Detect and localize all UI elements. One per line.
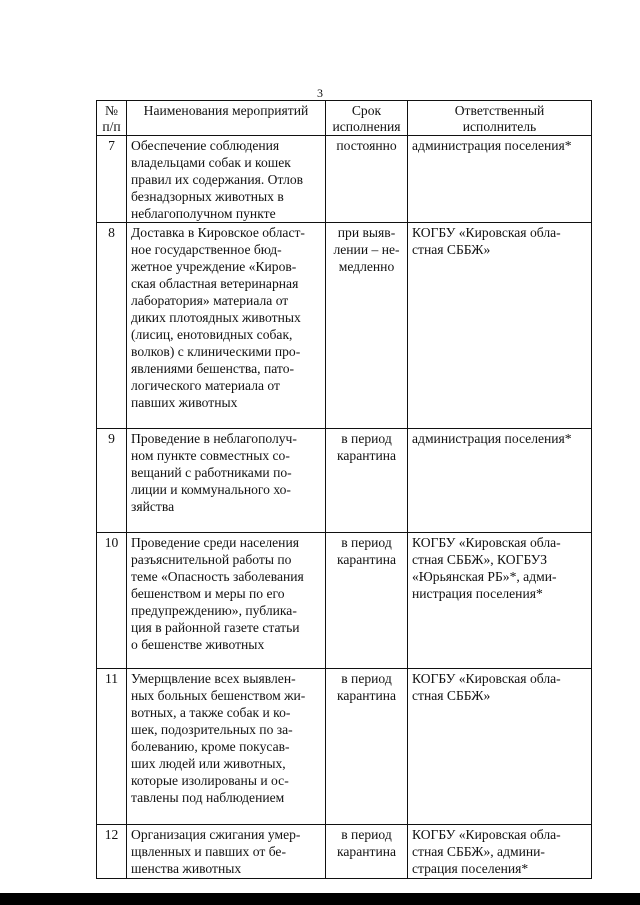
table-row [97,136,592,223]
row-term: в период карантина [326,533,408,669]
page-number: 3 [317,86,323,100]
row-event: Организация сжигания умер- щвленных и павших от бе- шенства животных [127,825,326,879]
header-executor: Ответственный исполнитель [408,101,592,136]
row-number: 8 [97,223,127,429]
row-event: Доставка в Кировское област- ное государственное бюд- жетное учреждение «Киров- ская областная ветеринарная лаборатория» материала от диких плотоядных животных (лисиц, енотовидных собак, волков) с клиническими про- явлениями бешенства, пато- логического материала от павших животных [127,223,326,429]
row-event: Обеспечение соблюдения владельцами собак и кошек правил их содержания. Отлов безнадзорных животных в неблагополучном пункте [127,136,326,223]
row-executor: администрация поселения* [408,136,592,223]
row-executor: КОГБУ «Кировская обла- стная СББЖ», КОГБУЗ «Юрьянская РБ»*, адми- нистрация поселения* [408,533,592,669]
table-row [97,429,592,533]
table-header-row [97,101,592,136]
row-number: 9 [97,429,127,533]
row-event: Умерщвление всех выявлен- ных больных бешенством жи- вотных, а также собак и ко- шек, подозрительных по за- болеванию, кроме покусав- ших людей или животных, которые изолированы и ос- тавлены под наблюдением [127,669,326,825]
row-number: 11 [97,669,127,825]
row-number: 12 [97,825,127,879]
row-number: 10 [97,533,127,669]
table-row [97,825,592,879]
table-row [97,669,592,825]
row-event: Проведение в неблагополуч- ном пункте совместных со- вещаний с работниками по- лиции и коммунального хо- зяйства [127,429,326,533]
header-term: Срок исполнения [326,101,408,136]
row-event: Проведение среди населения разъяснительной работы по теме «Опасность заболевания бешенством и меры по его предупреждению», публика- ция в районной газете статьи о бешенстве животных [127,533,326,669]
header-number: № п/п [97,101,127,136]
row-term: постоянно [326,136,408,223]
measures-table [96,100,592,879]
row-number: 7 [97,136,127,223]
row-executor: КОГБУ «Кировская обла- стная СББЖ» [408,223,592,429]
row-term: при выяв- лении – не- медленно [326,223,408,429]
row-term: в период карантина [326,669,408,825]
table-row [97,533,592,669]
row-executor: КОГБУ «Кировская обла- стная СББЖ» [408,669,592,825]
row-executor: КОГБУ «Кировская обла- стная СББЖ», админи- страция поселения* [408,825,592,879]
row-term: в период карантина [326,825,408,879]
header-event: Наименования мероприятий [127,101,326,136]
row-executor: администрация поселения* [408,429,592,533]
table-row [97,223,592,429]
row-term: в период карантина [326,429,408,533]
scan-bottom-edge [0,893,640,905]
